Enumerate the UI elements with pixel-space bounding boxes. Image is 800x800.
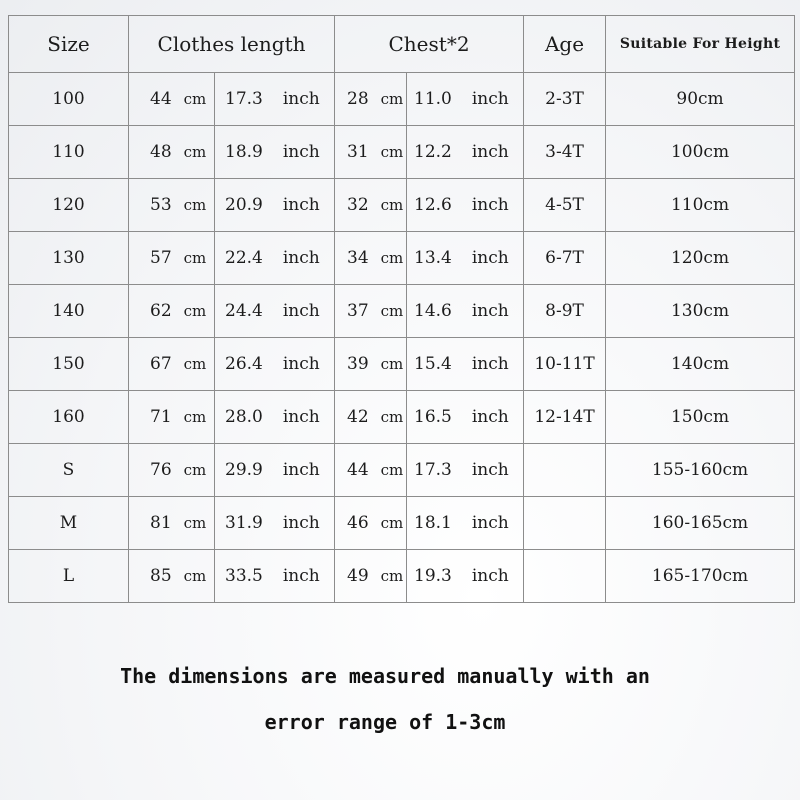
unit-cm-label: cm <box>380 355 404 373</box>
header-height: Suitable For Height <box>606 16 795 73</box>
unit-cm-label: cm <box>183 90 207 108</box>
table-row <box>9 550 795 603</box>
length-cm-value: 53 <box>150 195 172 215</box>
unit-inch-label: inch <box>471 195 509 215</box>
cell-chest-cm <box>335 73 407 126</box>
cell-chest-inch <box>407 497 524 550</box>
chest-cm-value: 42 <box>347 407 369 427</box>
cell-height <box>606 285 795 338</box>
cell-length-cm <box>129 285 215 338</box>
cell-chest-inch <box>407 391 524 444</box>
length-cm-value: 81 <box>150 513 172 533</box>
chest-inch-value: 18.1 <box>414 513 452 533</box>
chest-cm-value: 46 <box>347 513 369 533</box>
size-value: 140 <box>52 301 85 321</box>
height-value: 120cm <box>670 248 730 268</box>
cell-chest-cm <box>335 285 407 338</box>
table-row <box>9 73 795 126</box>
chest-inch-value: 16.5 <box>414 407 452 427</box>
length-cm-value: 48 <box>150 142 172 162</box>
cell-size <box>9 338 129 391</box>
length-inch-value: 20.9 <box>225 195 263 215</box>
cell-age <box>524 285 606 338</box>
unit-cm-label: cm <box>183 249 207 267</box>
measurement-note-line-2: error range of 1-3cm <box>264 710 506 734</box>
cell-length-cm <box>129 126 215 179</box>
cell-chest-inch <box>407 444 524 497</box>
header-age: Age <box>524 16 606 73</box>
cell-chest-cm <box>335 126 407 179</box>
unit-inch-label: inch <box>282 407 320 427</box>
age-value: 2-3T <box>545 89 584 109</box>
height-value: 165-170cm <box>651 566 749 586</box>
size-chart-table <box>8 15 795 603</box>
table-row <box>9 391 795 444</box>
cell-age <box>524 338 606 391</box>
unit-inch-label: inch <box>282 354 320 374</box>
unit-cm-label: cm <box>380 514 404 532</box>
cell-height <box>606 391 795 444</box>
unit-cm-label: cm <box>380 196 404 214</box>
cell-length-cm <box>129 179 215 232</box>
height-value: 110cm <box>670 195 730 215</box>
cell-length-inch <box>215 232 335 285</box>
cell-age <box>524 391 606 444</box>
unit-cm-label: cm <box>380 567 404 585</box>
size-value: 110 <box>52 142 85 162</box>
length-inch-value: 18.9 <box>225 142 263 162</box>
size-value: 150 <box>52 354 85 374</box>
cell-age <box>524 497 606 550</box>
length-inch-value: 22.4 <box>225 248 263 268</box>
table-row <box>9 126 795 179</box>
cell-age <box>524 444 606 497</box>
chest-inch-value: 14.6 <box>414 301 452 321</box>
unit-cm-label: cm <box>183 143 207 161</box>
cell-length-inch <box>215 550 335 603</box>
chest-inch-value: 15.4 <box>414 354 452 374</box>
cell-chest-cm <box>335 179 407 232</box>
cell-height <box>606 444 795 497</box>
header-clothes-length: Clothes length <box>129 16 335 73</box>
unit-inch-label: inch <box>471 248 509 268</box>
cell-age <box>524 126 606 179</box>
cell-size <box>9 497 129 550</box>
cell-size <box>9 444 129 497</box>
cell-height <box>606 179 795 232</box>
table-header-row <box>9 16 795 73</box>
unit-cm-label: cm <box>380 302 404 320</box>
unit-cm-label: cm <box>183 514 207 532</box>
unit-inch-label: inch <box>471 301 509 321</box>
size-value: 160 <box>52 407 85 427</box>
length-inch-value: 17.3 <box>225 89 263 109</box>
height-value: 100cm <box>670 142 730 162</box>
length-cm-value: 71 <box>150 407 172 427</box>
header-size: Size <box>9 16 129 73</box>
height-value: 140cm <box>670 354 730 374</box>
unit-inch-label: inch <box>282 301 320 321</box>
cell-chest-cm <box>335 497 407 550</box>
unit-inch-label: inch <box>282 89 320 109</box>
height-value: 90cm <box>676 89 724 109</box>
unit-cm-label: cm <box>380 249 404 267</box>
length-inch-value: 28.0 <box>225 407 263 427</box>
table-row <box>9 232 795 285</box>
cell-chest-inch <box>407 232 524 285</box>
table-row <box>9 179 795 232</box>
size-value: 120 <box>52 195 85 215</box>
cell-chest-inch <box>407 338 524 391</box>
cell-length-inch <box>215 338 335 391</box>
height-value: 155-160cm <box>651 460 749 480</box>
length-inch-value: 24.4 <box>225 301 263 321</box>
age-value: 12-14T <box>534 407 595 427</box>
age-value: 6-7T <box>545 248 584 268</box>
cell-size <box>9 550 129 603</box>
unit-cm-label: cm <box>183 408 207 426</box>
height-value: 130cm <box>670 301 730 321</box>
size-value: S <box>62 460 75 480</box>
unit-cm-label: cm <box>380 408 404 426</box>
cell-chest-cm <box>335 338 407 391</box>
chest-inch-value: 17.3 <box>414 460 452 480</box>
size-value: 100 <box>52 89 85 109</box>
unit-cm-label: cm <box>183 567 207 585</box>
unit-inch-label: inch <box>282 142 320 162</box>
cell-chest-inch <box>407 285 524 338</box>
table-row <box>9 285 795 338</box>
age-value: 4-5T <box>545 195 584 215</box>
cell-chest-cm <box>335 444 407 497</box>
cell-height <box>606 497 795 550</box>
cell-age <box>524 73 606 126</box>
size-value: 130 <box>52 248 85 268</box>
unit-cm-label: cm <box>380 90 404 108</box>
cell-size <box>9 126 129 179</box>
table-row <box>9 444 795 497</box>
cell-length-inch <box>215 444 335 497</box>
cell-length-inch <box>215 73 335 126</box>
cell-length-inch <box>215 179 335 232</box>
chest-inch-value: 12.6 <box>414 195 452 215</box>
unit-inch-label: inch <box>471 407 509 427</box>
cell-age <box>524 550 606 603</box>
cell-height <box>606 550 795 603</box>
cell-size <box>9 285 129 338</box>
cell-length-inch <box>215 285 335 338</box>
length-cm-value: 76 <box>150 460 172 480</box>
height-value: 160-165cm <box>651 513 749 533</box>
cell-age <box>524 179 606 232</box>
cell-chest-cm <box>335 550 407 603</box>
length-inch-value: 31.9 <box>225 513 263 533</box>
cell-length-cm <box>129 550 215 603</box>
size-value: L <box>62 566 75 586</box>
chest-inch-value: 11.0 <box>414 89 452 109</box>
chest-cm-value: 39 <box>347 354 369 374</box>
cell-height <box>606 126 795 179</box>
cell-size <box>9 73 129 126</box>
unit-cm-label: cm <box>183 461 207 479</box>
cell-chest-cm <box>335 232 407 285</box>
chest-cm-value: 37 <box>347 301 369 321</box>
age-value: 8-9T <box>545 301 584 321</box>
cell-length-cm <box>129 497 215 550</box>
unit-inch-label: inch <box>471 513 509 533</box>
age-value: 3-4T <box>545 142 584 162</box>
cell-chest-cm <box>335 391 407 444</box>
chest-inch-value: 13.4 <box>414 248 452 268</box>
unit-inch-label: inch <box>471 89 509 109</box>
length-cm-value: 62 <box>150 301 172 321</box>
cell-size <box>9 232 129 285</box>
unit-inch-label: inch <box>471 566 509 586</box>
cell-chest-inch <box>407 126 524 179</box>
length-inch-value: 29.9 <box>225 460 263 480</box>
cell-length-inch <box>215 497 335 550</box>
length-cm-value: 85 <box>150 566 172 586</box>
unit-inch-label: inch <box>282 566 320 586</box>
unit-inch-label: inch <box>282 248 320 268</box>
unit-inch-label: inch <box>282 195 320 215</box>
chest-inch-value: 19.3 <box>414 566 452 586</box>
table-row <box>9 497 795 550</box>
chest-cm-value: 34 <box>347 248 369 268</box>
unit-inch-label: inch <box>471 142 509 162</box>
unit-inch-label: inch <box>282 513 320 533</box>
unit-cm-label: cm <box>380 461 404 479</box>
unit-inch-label: inch <box>282 460 320 480</box>
length-cm-value: 57 <box>150 248 172 268</box>
unit-cm-label: cm <box>380 143 404 161</box>
cell-height <box>606 232 795 285</box>
chest-cm-value: 31 <box>347 142 369 162</box>
chest-cm-value: 28 <box>347 89 369 109</box>
size-value: M <box>59 513 78 533</box>
chest-cm-value: 32 <box>347 195 369 215</box>
cell-chest-inch <box>407 73 524 126</box>
measurement-note-line-1: The dimensions are measured manually with an <box>120 664 650 688</box>
cell-chest-inch <box>407 179 524 232</box>
chest-cm-value: 49 <box>347 566 369 586</box>
unit-inch-label: inch <box>471 460 509 480</box>
length-inch-value: 26.4 <box>225 354 263 374</box>
header-chest: Chest*2 <box>335 16 524 73</box>
cell-length-inch <box>215 391 335 444</box>
cell-height <box>606 338 795 391</box>
cell-length-inch <box>215 126 335 179</box>
chest-cm-value: 44 <box>347 460 369 480</box>
unit-cm-label: cm <box>183 355 207 373</box>
cell-chest-inch <box>407 550 524 603</box>
cell-age <box>524 232 606 285</box>
cell-size <box>9 391 129 444</box>
length-inch-value: 33.5 <box>225 566 263 586</box>
cell-size <box>9 179 129 232</box>
length-cm-value: 67 <box>150 354 172 374</box>
cell-length-cm <box>129 73 215 126</box>
unit-cm-label: cm <box>183 302 207 320</box>
unit-inch-label: inch <box>471 354 509 374</box>
chest-inch-value: 12.2 <box>414 142 452 162</box>
cell-length-cm <box>129 444 215 497</box>
length-cm-value: 44 <box>150 89 172 109</box>
age-value: 10-11T <box>534 354 595 374</box>
cell-length-cm <box>129 338 215 391</box>
height-value: 150cm <box>670 407 730 427</box>
cell-length-cm <box>129 232 215 285</box>
cell-height <box>606 73 795 126</box>
table-row <box>9 338 795 391</box>
cell-length-cm <box>129 391 215 444</box>
unit-cm-label: cm <box>183 196 207 214</box>
